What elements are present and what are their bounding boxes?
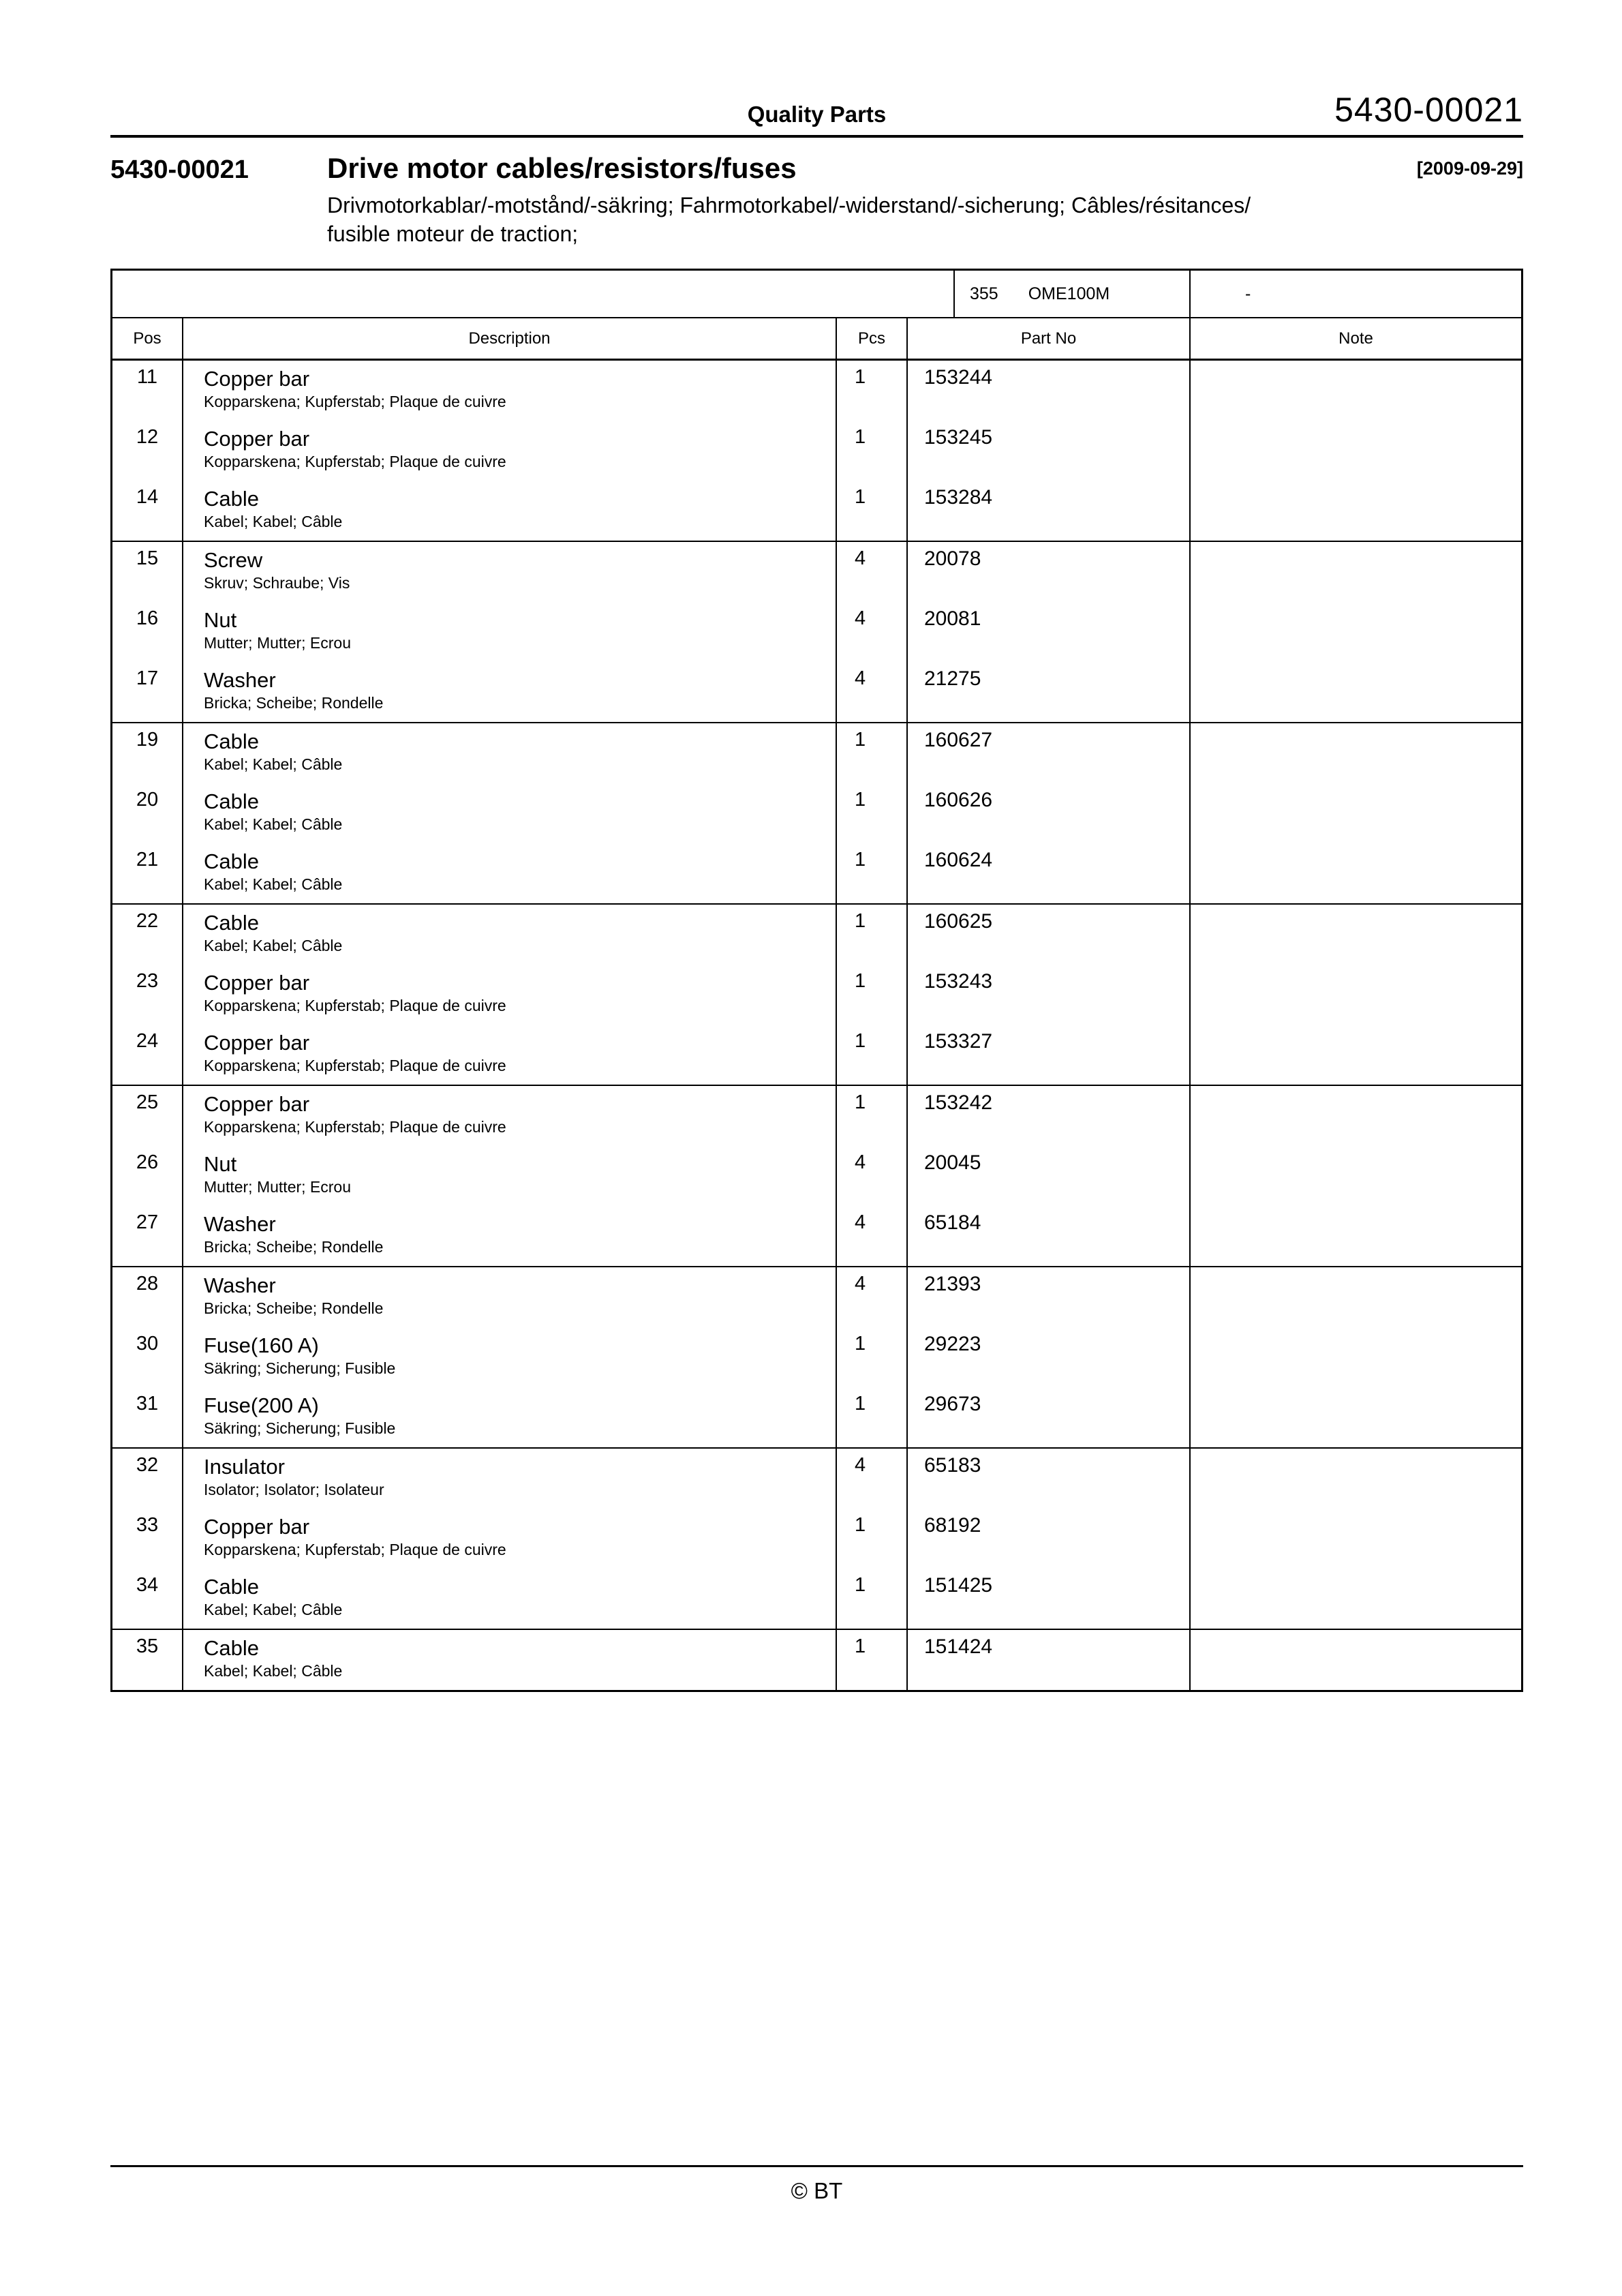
table-row xyxy=(112,1509,1521,1569)
description-main: Cable xyxy=(204,729,259,754)
cell-description xyxy=(183,361,837,421)
cell-note xyxy=(1191,843,1521,903)
header-rule xyxy=(110,135,1523,138)
description-translations: Kopparskena; Kupferstab; Plaque de cuivre xyxy=(204,997,506,1015)
cell-part-no: 153243 xyxy=(908,965,1191,1025)
cell-description xyxy=(183,481,837,541)
column-header-pcs: Pcs xyxy=(837,318,908,359)
cell-note xyxy=(1191,723,1521,783)
parts-table xyxy=(110,269,1523,1692)
cell-pos: 12 xyxy=(112,421,183,481)
table-row xyxy=(112,1630,1521,1690)
table-body xyxy=(112,361,1521,1690)
description-translations: Säkring; Sicherung; Fusible xyxy=(204,1419,396,1438)
cell-note xyxy=(1191,1086,1521,1146)
row-group xyxy=(112,361,1521,542)
description-translations: Mutter; Mutter; Ecrou xyxy=(204,1178,352,1196)
description-main: Copper bar xyxy=(204,1092,310,1117)
cell-description xyxy=(183,1146,837,1206)
description-main: Cable xyxy=(204,789,259,814)
cell-part-no: 160624 xyxy=(908,843,1191,903)
cell-pos: 23 xyxy=(112,965,183,1025)
cell-description xyxy=(183,662,837,722)
column-header-description: Description xyxy=(183,318,837,359)
description-main: Washer xyxy=(204,1273,276,1298)
model-code: 355 xyxy=(970,284,998,303)
cell-pcs: 1 xyxy=(837,843,908,903)
description-main: Cable xyxy=(204,911,259,935)
footer-copyright: © BT xyxy=(791,2178,843,2203)
revision-date: [2009-09-29] xyxy=(1416,158,1523,179)
cell-note xyxy=(1191,421,1521,481)
document-id: 5430-00021 xyxy=(110,155,249,184)
cell-description xyxy=(183,723,837,783)
cell-description xyxy=(183,843,837,903)
cell-part-no: 153242 xyxy=(908,1086,1191,1146)
column-header-pos: Pos xyxy=(112,318,183,359)
cell-pcs: 1 xyxy=(837,1630,908,1690)
cell-part-no: 160625 xyxy=(908,905,1191,965)
description-translations: Bricka; Scheibe; Rondelle xyxy=(204,1299,384,1318)
cell-note xyxy=(1191,1387,1521,1447)
table-row xyxy=(112,662,1521,722)
cell-description xyxy=(183,1630,837,1690)
cell-description xyxy=(183,1569,837,1629)
column-header-part-no: Part No xyxy=(908,318,1191,359)
cell-description xyxy=(183,602,837,662)
description-translations: Kabel; Kabel; Câble xyxy=(204,875,343,894)
description-main: Cable xyxy=(204,1636,259,1661)
masthead xyxy=(110,0,1523,129)
cell-note xyxy=(1191,1025,1521,1085)
description-main: Screw xyxy=(204,548,263,573)
cell-pos: 14 xyxy=(112,481,183,541)
cell-note xyxy=(1191,1327,1521,1387)
serial-range-value: - xyxy=(1245,284,1251,303)
cell-note xyxy=(1191,1267,1521,1327)
cell-pcs: 4 xyxy=(837,1449,908,1509)
description-translations: Kopparskena; Kupferstab; Plaque de cuivre xyxy=(204,1541,506,1559)
cell-note xyxy=(1191,1146,1521,1206)
cell-pcs: 1 xyxy=(837,361,908,421)
cell-pcs: 1 xyxy=(837,421,908,481)
doc-number-header: 5430-00021 xyxy=(1334,91,1523,129)
description-translations: Isolator; Isolator; Isolateur xyxy=(204,1481,384,1499)
cell-part-no: 160627 xyxy=(908,723,1191,783)
description-main: Washer xyxy=(204,1212,276,1237)
table-row xyxy=(112,1025,1521,1085)
cell-pcs: 4 xyxy=(837,602,908,662)
description-translations: Kopparskena; Kupferstab; Plaque de cuivre xyxy=(204,393,506,411)
table-row xyxy=(112,723,1521,783)
cell-pos: 25 xyxy=(112,1086,183,1146)
cell-part-no: 68192 xyxy=(908,1509,1191,1569)
cell-part-no: 151425 xyxy=(908,1569,1191,1629)
cell-part-no: 65184 xyxy=(908,1206,1191,1266)
cell-pcs: 1 xyxy=(837,1025,908,1085)
description-main: Copper bar xyxy=(204,367,310,391)
cell-part-no: 20081 xyxy=(908,602,1191,662)
row-group xyxy=(112,1267,1521,1449)
cell-pcs: 1 xyxy=(837,783,908,843)
column-header-note: Note xyxy=(1338,329,1373,348)
description-translations: Kopparskena; Kupferstab; Plaque de cuivre xyxy=(204,1057,506,1075)
cell-pos: 15 xyxy=(112,542,183,602)
model-band xyxy=(112,271,1521,318)
description-translations: Kabel; Kabel; Câble xyxy=(204,755,343,774)
cell-description xyxy=(183,1025,837,1085)
description-translations: Kabel; Kabel; Câble xyxy=(204,815,343,834)
cell-part-no: 21393 xyxy=(908,1267,1191,1327)
brand-title: Quality Parts xyxy=(747,102,887,127)
cell-pos: 21 xyxy=(112,843,183,903)
cell-pos: 28 xyxy=(112,1267,183,1327)
table-row xyxy=(112,1267,1521,1327)
table-row xyxy=(112,783,1521,843)
cell-pos: 22 xyxy=(112,905,183,965)
cell-note xyxy=(1191,783,1521,843)
cell-pos: 31 xyxy=(112,1387,183,1447)
table-row xyxy=(112,1569,1521,1629)
table-row xyxy=(112,1449,1521,1509)
table-row xyxy=(112,602,1521,662)
table-row xyxy=(112,1146,1521,1206)
description-main: Cable xyxy=(204,1575,259,1599)
description-translations: Kabel; Kabel; Câble xyxy=(204,937,343,955)
cell-pos: 33 xyxy=(112,1509,183,1569)
cell-pcs: 1 xyxy=(837,1387,908,1447)
description-main: Fuse(160 A) xyxy=(204,1333,319,1358)
cell-description xyxy=(183,1267,837,1327)
description-translations: Bricka; Scheibe; Rondelle xyxy=(204,694,384,712)
cell-description xyxy=(183,421,837,481)
subtitle-line-2: fusible moteur de traction; xyxy=(327,222,579,247)
cell-pos: 35 xyxy=(112,1630,183,1690)
table-row xyxy=(112,1206,1521,1266)
cell-pcs: 4 xyxy=(837,662,908,722)
cell-note xyxy=(1191,542,1521,602)
cell-part-no: 29673 xyxy=(908,1387,1191,1447)
cell-description xyxy=(183,905,837,965)
row-group xyxy=(112,1086,1521,1267)
description-main: Copper bar xyxy=(204,427,310,451)
model-band-spacer xyxy=(112,271,953,317)
table-row xyxy=(112,1387,1521,1447)
cell-note xyxy=(1191,662,1521,722)
cell-pcs: 4 xyxy=(837,1206,908,1266)
table-row xyxy=(112,361,1521,421)
cell-part-no: 151424 xyxy=(908,1630,1191,1690)
serial-range-cell xyxy=(1191,271,1521,317)
description-main: Copper bar xyxy=(204,1031,310,1055)
cell-part-no: 153284 xyxy=(908,481,1191,541)
description-translations: Bricka; Scheibe; Rondelle xyxy=(204,1238,384,1256)
cell-pos: 17 xyxy=(112,662,183,722)
description-main: Washer xyxy=(204,668,276,693)
description-translations: Kabel; Kabel; Câble xyxy=(204,1662,343,1680)
row-group xyxy=(112,1449,1521,1630)
description-translations: Kopparskena; Kupferstab; Plaque de cuivre xyxy=(204,1118,506,1136)
cell-pcs: 1 xyxy=(837,905,908,965)
document-subtitle xyxy=(327,191,1523,248)
cell-description xyxy=(183,1509,837,1569)
cell-pos: 26 xyxy=(112,1146,183,1206)
description-main: Cable xyxy=(204,849,259,874)
description-main: Copper bar xyxy=(204,971,310,995)
cell-note xyxy=(1191,965,1521,1025)
cell-note xyxy=(1191,1569,1521,1629)
cell-pos: 27 xyxy=(112,1206,183,1266)
cell-pos: 11 xyxy=(112,361,183,421)
cell-part-no: 29223 xyxy=(908,1327,1191,1387)
title-block xyxy=(110,153,1523,248)
cell-description xyxy=(183,783,837,843)
cell-pcs: 4 xyxy=(837,1146,908,1206)
cell-description xyxy=(183,1206,837,1266)
cell-description xyxy=(183,1387,837,1447)
table-row xyxy=(112,542,1521,602)
description-main: Fuse(200 A) xyxy=(204,1393,319,1418)
cell-pcs: 1 xyxy=(837,1569,908,1629)
cell-note xyxy=(1191,481,1521,541)
cell-pos: 30 xyxy=(112,1327,183,1387)
cell-note xyxy=(1191,905,1521,965)
cell-pcs: 1 xyxy=(837,1327,908,1387)
description-translations: Kabel; Kabel; Câble xyxy=(204,513,343,531)
cell-pos: 34 xyxy=(112,1569,183,1629)
cell-pcs: 1 xyxy=(837,1509,908,1569)
description-main: Copper bar xyxy=(204,1515,310,1539)
footer-rule xyxy=(110,2165,1523,2167)
document-title: Drive motor cables/resistors/fuses xyxy=(327,152,797,184)
cell-description xyxy=(183,542,837,602)
cell-description xyxy=(183,1449,837,1509)
cell-pos: 24 xyxy=(112,1025,183,1085)
description-translations: Kopparskena; Kupferstab; Plaque de cuivre xyxy=(204,453,506,471)
cell-part-no: 153245 xyxy=(908,421,1191,481)
subtitle-line-1: Drivmotorkablar/-motstånd/-säkring; Fahrmotorkabel/-widerstand/-sicherung; Câbles/résitances/ xyxy=(327,193,1251,218)
model-cell xyxy=(953,271,1191,317)
cell-description xyxy=(183,1086,837,1146)
table-row xyxy=(112,421,1521,481)
cell-part-no: 20045 xyxy=(908,1146,1191,1206)
table-row xyxy=(112,965,1521,1025)
cell-part-no: 20078 xyxy=(908,542,1191,602)
table-row xyxy=(112,1327,1521,1387)
cell-pcs: 1 xyxy=(837,723,908,783)
description-translations: Säkring; Sicherung; Fusible xyxy=(204,1359,396,1378)
description-translations: Skruv; Schraube; Vis xyxy=(204,574,350,592)
table-row xyxy=(112,481,1521,541)
cell-part-no: 160626 xyxy=(908,783,1191,843)
table-row xyxy=(112,843,1521,903)
cell-part-no: 65183 xyxy=(908,1449,1191,1509)
cell-pos: 19 xyxy=(112,723,183,783)
cell-note xyxy=(1191,1509,1521,1569)
row-group xyxy=(112,1630,1521,1690)
cell-pcs: 4 xyxy=(837,542,908,602)
description-translations: Kabel; Kabel; Câble xyxy=(204,1601,343,1619)
description-main: Nut xyxy=(204,608,237,633)
cell-part-no: 21275 xyxy=(908,662,1191,722)
cell-pcs: 1 xyxy=(837,965,908,1025)
title-main xyxy=(327,153,1523,248)
cell-part-no: 153244 xyxy=(908,361,1191,421)
cell-note xyxy=(1191,1630,1521,1690)
cell-pcs: 1 xyxy=(837,481,908,541)
cell-pcs: 4 xyxy=(837,1267,908,1327)
cell-pos: 16 xyxy=(112,602,183,662)
cell-note xyxy=(1191,1206,1521,1266)
page-footer xyxy=(110,2165,1523,2204)
cell-description xyxy=(183,965,837,1025)
cell-pos: 32 xyxy=(112,1449,183,1509)
row-group xyxy=(112,723,1521,905)
description-main: Nut xyxy=(204,1152,237,1177)
cell-pos: 20 xyxy=(112,783,183,843)
cell-part-no: 153327 xyxy=(908,1025,1191,1085)
column-header-row xyxy=(112,318,1521,361)
cell-description xyxy=(183,1327,837,1387)
table-row xyxy=(112,905,1521,965)
cell-note xyxy=(1191,361,1521,421)
model-name: OME100M xyxy=(1028,284,1110,303)
cell-note xyxy=(1191,602,1521,662)
cell-note xyxy=(1191,1449,1521,1509)
row-group xyxy=(112,905,1521,1086)
table-row xyxy=(112,1086,1521,1146)
row-group xyxy=(112,542,1521,723)
description-main: Insulator xyxy=(204,1455,285,1479)
cell-pcs: 1 xyxy=(837,1086,908,1146)
description-main: Cable xyxy=(204,487,259,511)
description-translations: Mutter; Mutter; Ecrou xyxy=(204,634,352,652)
